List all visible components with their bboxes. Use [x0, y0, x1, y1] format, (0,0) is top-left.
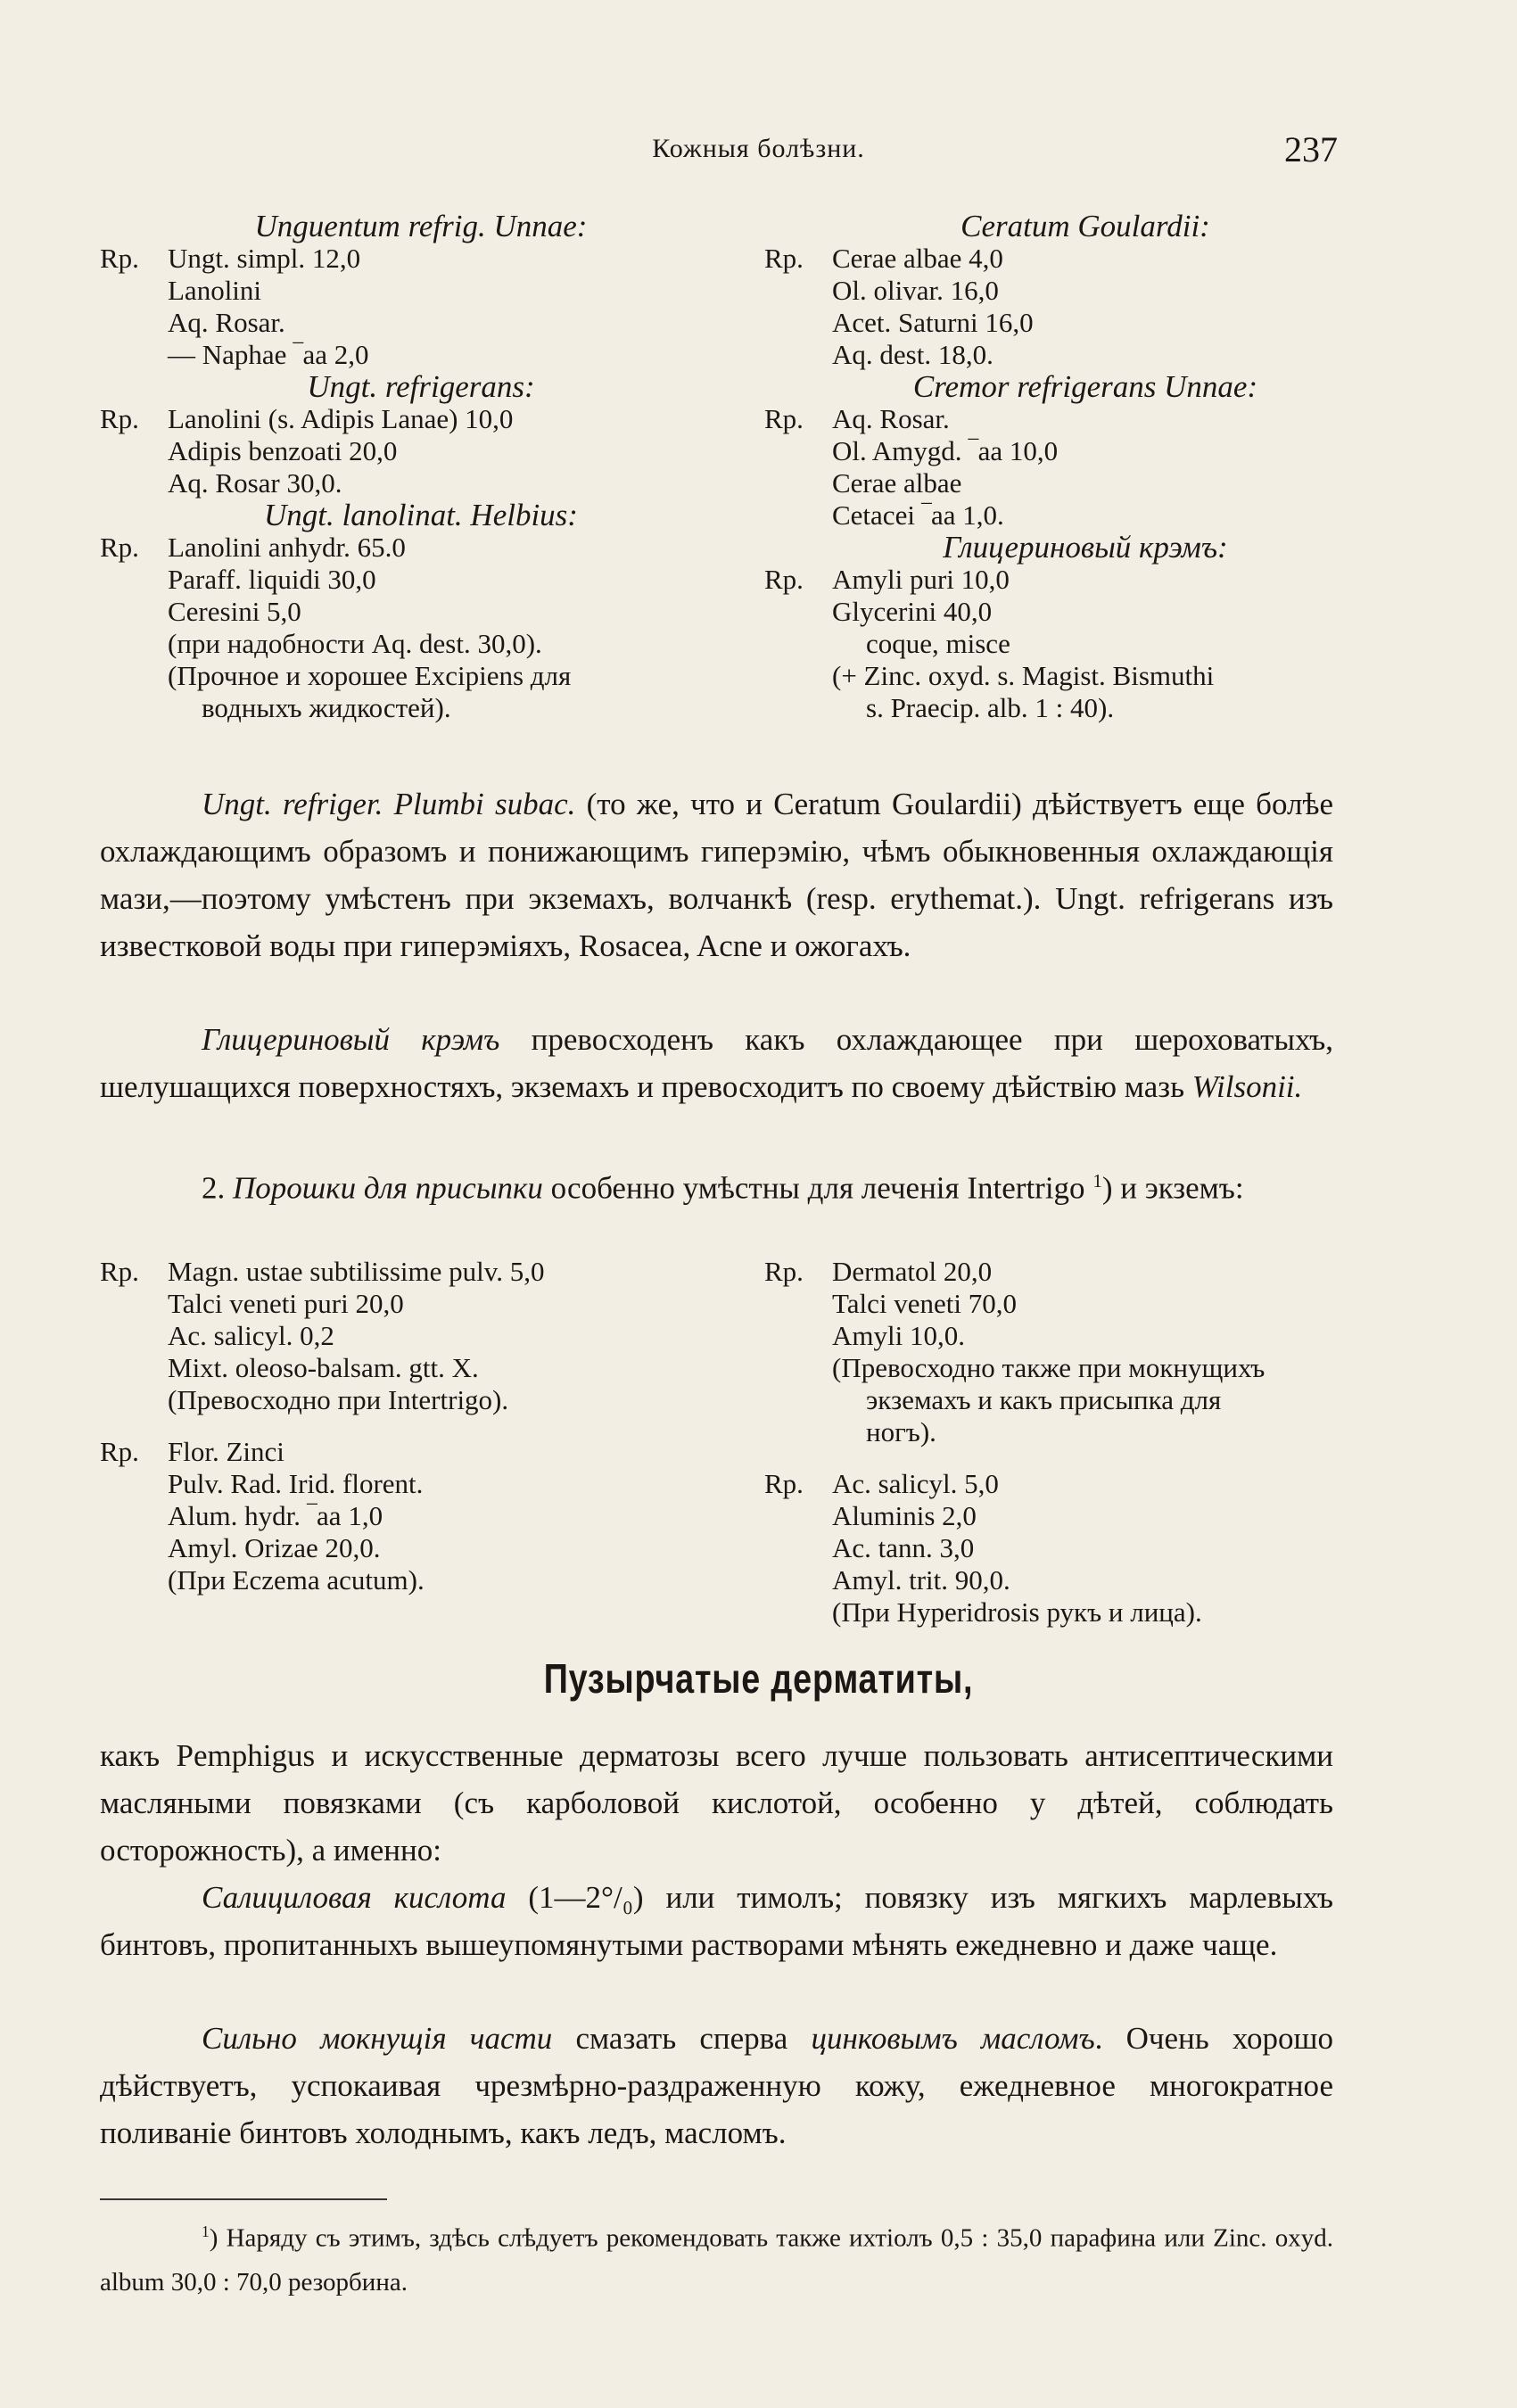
recipe-line-text: Acet. Saturni 16,0 [832, 307, 1034, 338]
recipe-line-text: (Превосходно при Intertrigo). [168, 1384, 509, 1415]
recipe-block [764, 210, 1406, 371]
recipe-line-text: Lanolini [168, 275, 262, 306]
recipe-line-text: Dermatol 20,0 [832, 1256, 993, 1287]
recipe-line [764, 1596, 1406, 1629]
recipe-line [100, 1564, 742, 1596]
recipe-line-text: Lanolini (s. Adipis Lanae) 10,0 [168, 403, 514, 434]
page-number: 237 [1284, 129, 1338, 169]
rp-mark: Rp. [100, 403, 139, 434]
paragraph-glycerin-cream [100, 1016, 1333, 1110]
recipe-line-text: (+ Zinc. oxyd. s. Magist. Bismuthi [832, 660, 1215, 691]
recipe-line [764, 275, 1406, 307]
recipe-line-text: (Прочное и хорошее Excipiens для [168, 660, 572, 691]
recipe-line [100, 307, 742, 339]
recipes-mid-left [100, 1256, 742, 1596]
recipe-line-text: ногъ). [866, 1416, 936, 1447]
recipe-line-text: Cerae albae [832, 467, 962, 499]
paragraph-text: какъ Pemphigus и искусственные дерматозы всего лучше пользовать антисептическими масляными повязками (съ карболовой кислотой, особенно у дѣтей, соблюдать осторожность), а именно: [100, 1738, 1333, 1868]
recipe-line [764, 339, 1406, 371]
rp-mark: Rp. [764, 564, 804, 595]
recipe-line-text: Glycerini 40,0 [832, 596, 993, 627]
paragraph-tail: Wilsonii. [1191, 1069, 1303, 1104]
recipe-line [764, 499, 1406, 532]
recipe-line [764, 403, 1406, 435]
recipe-line [764, 1564, 1406, 1596]
recipe-line-text: Amyl. Orizae 20,0. [168, 1532, 381, 1563]
recipe-line [764, 1532, 1406, 1564]
recipe-line [100, 275, 742, 307]
footnote-rule [100, 2198, 387, 2200]
recipe-line [764, 660, 1406, 692]
recipe-block [100, 371, 742, 499]
recipe-line [764, 467, 1406, 499]
recipe-title: Ungt. refrigerans: [307, 369, 535, 404]
recipe-line-text: Ceresini 5,0 [168, 596, 301, 627]
recipe-line [100, 596, 742, 628]
recipe-title: Cremor refrigerans Unnae: [912, 369, 1258, 404]
recipe-line-text: экземахъ и какъ присыпка для [866, 1384, 1222, 1415]
recipe-line-text: Cerae albae 4,0 [832, 243, 1003, 274]
recipe-block [100, 1436, 742, 1596]
recipe-block [764, 532, 1406, 724]
recipe-line [764, 628, 1406, 660]
recipe-line-text: Amyli puri 10,0 [832, 564, 1010, 595]
recipe-line [764, 692, 1406, 724]
recipe-line [764, 1320, 1406, 1352]
recipe-line-text: Alum. hydr. ‾aa 1,0 [168, 1500, 383, 1531]
recipe-line [100, 564, 742, 596]
recipe-line-text: водныхъ жидкостей). [202, 692, 451, 723]
recipe-title: Ungt. lanolinat. Helbius: [264, 498, 578, 532]
recipe-line-text: Magn. ustae subtilissime pulv. 5,0 [168, 1256, 545, 1287]
recipe-line [764, 435, 1406, 467]
recipe-line [100, 339, 742, 371]
recipe-line-text: Ac. tann. 3,0 [832, 1532, 975, 1563]
recipe-block [764, 371, 1406, 532]
paragraph-powders [100, 1158, 1333, 1212]
recipe-line [100, 1352, 742, 1384]
paragraph-lead: Сильно мокнущія части [202, 2021, 553, 2056]
recipe-line-text: Aq. Rosar. [168, 307, 285, 338]
recipe-line-text: (При Hyperidrosis рукъ и лица). [832, 1596, 1202, 1628]
recipe-block [764, 1256, 1406, 1468]
footnote [100, 2210, 1333, 2305]
recipe-line [764, 564, 1406, 596]
running-header: Кожныя болѣзни. [652, 134, 865, 163]
paragraph-text: превосходенъ какъ охлаждающее при шероховатыхъ, шелушащихся поверхностяхъ, экземахъ и превосходитъ по своему дѣйствію мазь [100, 1022, 1333, 1104]
recipe-line [100, 1500, 742, 1532]
recipe-line [764, 1416, 1406, 1448]
rp-mark: Rp. [100, 1436, 139, 1467]
footnote-text: ) Наряду съ этимъ, здѣсь слѣдуетъ рекомендовать также ихтіолъ 0,5 : 35,0 парафина или Zinc. oxyd. album 30,0 : 70,0 резорбина. [100, 2223, 1333, 2297]
recipe-line [764, 1288, 1406, 1320]
recipe-line-text: Aq. dest. 18,0. [832, 339, 993, 370]
recipe-line-text: — Naphae ‾aa 2,0 [168, 339, 369, 370]
footnote-mark: 1 [202, 2222, 210, 2240]
paragraph-text: (1—2°/₀) или тимолъ; повязку изъ мягкихъ марлевыхъ бинтовъ, пропитанныхъ вышеупомянутыми растворами мѣнять ежедневно и даже чаще. [100, 1880, 1333, 1962]
recipe-line-text: Talci veneti puri 20,0 [168, 1288, 404, 1319]
paragraph-lead: Салициловая кислота [202, 1880, 507, 1915]
recipe-line [764, 1384, 1406, 1416]
recipes-top-left [100, 210, 742, 724]
recipe-line [100, 243, 742, 275]
recipe-line [100, 435, 742, 467]
recipe-line-text: (При Eczema acutum). [168, 1564, 425, 1596]
paragraph-lead-2: цинковымъ масломъ [811, 2021, 1095, 2056]
paragraph-text: смазать сперва [552, 2021, 812, 2056]
paragraph-text-end: . Очень хорошо дѣйствуетъ, успокаивая чрезмѣрно-раздраженную кожу, ежедневное многократное поливаніе бинтовъ холоднымъ, какъ ледъ, масломъ. [100, 2021, 1333, 2150]
recipe-line-text: (Превосходно также при мокнущихъ [832, 1352, 1266, 1383]
paragraph-lead: Глицериновый крэмъ [202, 1022, 500, 1057]
recipe-line [100, 1468, 742, 1500]
recipe-line-text: Ac. salicyl. 5,0 [832, 1468, 999, 1499]
recipe-line-text: Mixt. oleoso-balsam. gtt. X. [168, 1352, 479, 1383]
recipe-line [100, 1320, 742, 1352]
recipes-top-right [764, 210, 1406, 724]
recipe-line-text: Amyl. trit. 90,0. [832, 1564, 1010, 1596]
footnote-ref: 1 [1092, 1170, 1102, 1192]
recipe-title: Unguentum refrig. Unnae: [254, 209, 588, 243]
recipe-line [764, 1352, 1406, 1384]
recipe-line-text: Aluminis 2,0 [832, 1500, 977, 1531]
section-heading: Пузырчатые дерматиты, [543, 1655, 974, 1702]
recipe-line-text: Cetacei ‾aa 1,0. [832, 499, 1004, 531]
recipe-line [764, 596, 1406, 628]
recipe-line [764, 1468, 1406, 1500]
recipe-line-text: Aq. Rosar 30,0. [168, 467, 342, 499]
rp-mark: Rp. [100, 532, 139, 563]
recipe-line-text: Aq. Rosar. [832, 403, 950, 434]
recipe-line [100, 1532, 742, 1564]
paragraph-weeping [100, 2015, 1333, 2156]
item-number: 2. [202, 1170, 226, 1206]
paragraph-pemphigus [100, 1732, 1333, 1874]
paragraph-plumbi [100, 780, 1333, 969]
recipe-block [100, 210, 742, 371]
recipe-line-text: (при надобности Aq. dest. 30,0). [168, 628, 542, 659]
recipe-line-text: coque, misce [866, 628, 1010, 659]
rp-mark: Rp. [764, 403, 804, 434]
recipe-line-text: Ac. salicyl. 0,2 [168, 1320, 334, 1351]
recipe-line-text: Ol. Amygd. ‾aa 10,0 [832, 435, 1059, 466]
recipe-line [100, 1384, 742, 1416]
rp-mark: Rp. [100, 243, 139, 274]
recipe-line [100, 1256, 742, 1288]
recipe-line [764, 243, 1406, 275]
recipe-line-text: Paraff. liquidi 30,0 [168, 564, 376, 595]
recipe-line [764, 1500, 1406, 1532]
recipe-line [100, 692, 742, 724]
recipe-line-text: s. Praecip. alb. 1 : 40). [866, 692, 1115, 723]
recipe-title: Ceratum Goulardii: [960, 209, 1210, 243]
rp-mark: Rp. [764, 1256, 804, 1287]
recipe-block [764, 1468, 1406, 1629]
recipe-line-text: Flor. Zinci [168, 1436, 284, 1467]
recipe-title: Глицериновый крэмъ: [943, 530, 1228, 565]
rp-mark: Rp. [764, 1468, 804, 1499]
paragraph-text: особенно умѣстны для леченія Intertrigo [542, 1170, 1093, 1206]
recipe-line [100, 628, 742, 660]
recipe-line [100, 403, 742, 435]
recipe-line [764, 307, 1406, 339]
rp-mark: Rp. [764, 243, 804, 274]
recipe-line-text: Talci veneti 70,0 [832, 1288, 1018, 1319]
recipe-line [100, 660, 742, 692]
rp-mark: Rp. [100, 1256, 139, 1287]
recipe-line-text: Lanolini anhydr. 65.0 [168, 532, 406, 563]
recipe-line [100, 1436, 742, 1468]
recipe-line-text: Ungt. simpl. 12,0 [168, 243, 361, 274]
recipe-line [100, 532, 742, 564]
paragraph-lead: Ungt. refriger. Plumbi subac. [202, 787, 576, 821]
recipes-mid-right [764, 1256, 1406, 1629]
recipe-block [100, 499, 742, 724]
recipe-line-text: Adipis benzoati 20,0 [168, 435, 398, 466]
recipe-line-text: Pulv. Rad. Irid. florent. [168, 1468, 424, 1499]
paragraph-text: (то же, что и Ceratum Goulardii) дѣйствуетъ еще болѣе охлаждающимъ образомъ и понижающимъ гиперэмію, чѣмъ обыкновенныя охлаждающія мази,—поэтому умѣстенъ при экземахъ, волчанкѣ (resp. erythemat.). Ungt. refrigerans изъ известковой воды при гиперэміяхъ, Rosacea, Acne и ожогахъ. [100, 787, 1333, 963]
paragraph-salicylic [100, 1874, 1333, 1968]
recipe-line [764, 1256, 1406, 1288]
paragraph-text-end: ) и экземъ: [1101, 1170, 1244, 1206]
recipe-line-text: Amyli 10,0. [832, 1320, 965, 1351]
recipe-line [100, 1288, 742, 1320]
recipe-line [100, 467, 742, 499]
recipe-line-text: Ol. olivar. 16,0 [832, 275, 999, 306]
recipe-block [100, 1256, 742, 1436]
paragraph-lead: Порошки для присыпки [233, 1170, 543, 1206]
